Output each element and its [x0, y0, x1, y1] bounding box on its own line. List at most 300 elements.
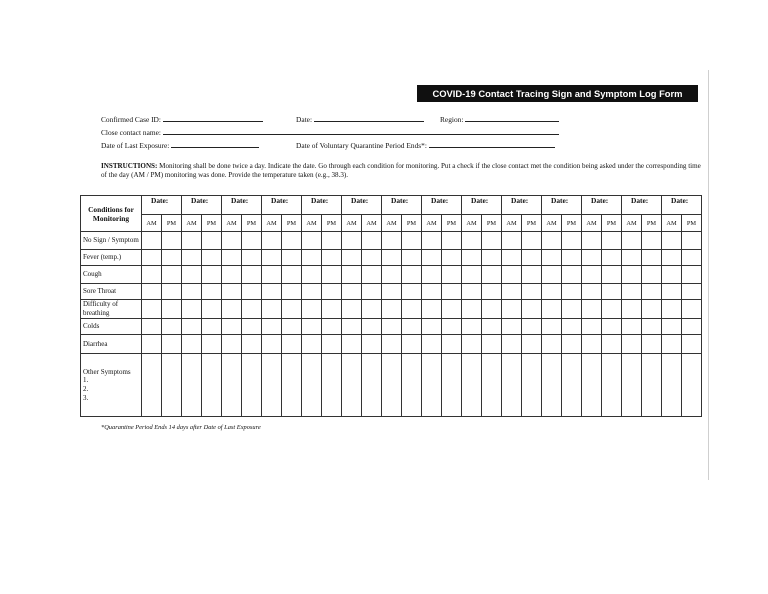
check-cell[interactable] — [262, 335, 282, 354]
check-cell[interactable] — [162, 250, 182, 266]
check-cell[interactable] — [342, 319, 362, 335]
check-cell[interactable] — [602, 354, 622, 417]
confirmed-case-id-blank[interactable] — [163, 114, 263, 122]
check-cell[interactable] — [442, 335, 462, 354]
check-cell[interactable] — [242, 266, 262, 284]
date-header-2[interactable]: Date: — [182, 196, 222, 215]
ampm-header-22: PM — [562, 215, 582, 232]
check-cell[interactable] — [402, 250, 422, 266]
check-cell[interactable] — [502, 319, 522, 335]
check-cell[interactable] — [682, 335, 702, 354]
condition-label: Other Symptoms 1. 2. 3. — [81, 354, 142, 417]
check-cell[interactable] — [422, 284, 442, 300]
check-cell[interactable] — [262, 319, 282, 335]
check-cell[interactable] — [342, 266, 362, 284]
check-cell[interactable] — [322, 284, 342, 300]
check-cell[interactable] — [362, 354, 382, 417]
check-cell[interactable] — [182, 232, 202, 250]
check-cell[interactable] — [482, 250, 502, 266]
check-cell[interactable] — [602, 300, 622, 319]
check-cell[interactable] — [662, 250, 682, 266]
check-cell[interactable] — [262, 284, 282, 300]
check-cell[interactable] — [242, 250, 262, 266]
date-header-9[interactable]: Date: — [462, 196, 502, 215]
check-cell[interactable] — [262, 232, 282, 250]
check-cell[interactable] — [442, 284, 462, 300]
date-last-exposure-label: Date of Last Exposure: — [101, 141, 170, 150]
check-cell[interactable] — [682, 266, 702, 284]
check-cell[interactable] — [442, 354, 462, 417]
check-cell[interactable] — [242, 319, 262, 335]
check-cell[interactable] — [462, 335, 482, 354]
check-cell[interactable] — [522, 250, 542, 266]
check-cell[interactable] — [182, 250, 202, 266]
check-cell[interactable] — [462, 354, 482, 417]
check-cell[interactable] — [142, 266, 162, 284]
check-cell[interactable] — [562, 300, 582, 319]
table-row — [81, 335, 702, 354]
check-cell[interactable] — [622, 319, 642, 335]
check-cell[interactable] — [642, 266, 662, 284]
check-cell[interactable] — [242, 354, 262, 417]
check-cell[interactable] — [642, 354, 662, 417]
check-cell[interactable] — [642, 232, 662, 250]
check-cell[interactable] — [302, 319, 322, 335]
check-cell[interactable] — [422, 250, 442, 266]
date-header-14[interactable]: Date: — [662, 196, 702, 215]
check-cell[interactable] — [682, 250, 702, 266]
check-cell[interactable] — [142, 335, 162, 354]
instructions-label: INSTRUCTIONS: — [101, 162, 158, 170]
check-cell[interactable] — [342, 232, 362, 250]
check-cell[interactable] — [162, 284, 182, 300]
ampm-header-11: AM — [342, 215, 362, 232]
check-cell[interactable] — [262, 300, 282, 319]
check-cell[interactable] — [482, 266, 502, 284]
check-cell[interactable] — [142, 354, 162, 417]
check-cell[interactable] — [602, 319, 622, 335]
ampm-header-12: AM — [362, 215, 382, 232]
ampm-header-25: AM — [622, 215, 642, 232]
check-cell[interactable] — [502, 300, 522, 319]
check-cell[interactable] — [542, 300, 562, 319]
check-cell[interactable] — [542, 250, 562, 266]
table-row — [81, 250, 702, 266]
check-cell[interactable] — [182, 266, 202, 284]
check-cell[interactable] — [282, 319, 302, 335]
check-cell[interactable] — [662, 232, 682, 250]
check-cell[interactable] — [422, 319, 442, 335]
check-cell[interactable] — [442, 319, 462, 335]
check-cell[interactable] — [422, 300, 442, 319]
check-cell[interactable] — [282, 266, 302, 284]
instructions-text: Monitoring shall be done twice a day. Indicate the date. Go through each condition for monitoring. Put a check if the close contact met the condition being asked under the corresponding time of the day (AM / PM) monitoring was done. Provide the temperature taken (e.g., 38.3). — [101, 162, 701, 180]
ampm-header-27: AM — [662, 215, 682, 232]
ampm-header-5: AM — [222, 215, 242, 232]
check-cell[interactable] — [582, 335, 602, 354]
check-cell[interactable] — [482, 232, 502, 250]
check-cell[interactable] — [662, 300, 682, 319]
check-cell[interactable] — [502, 266, 522, 284]
check-cell[interactable] — [522, 232, 542, 250]
ampm-header-14: PM — [402, 215, 422, 232]
check-cell[interactable] — [142, 319, 162, 335]
check-cell[interactable] — [382, 232, 402, 250]
check-cell[interactable] — [342, 250, 362, 266]
check-cell[interactable] — [462, 319, 482, 335]
check-cell[interactable] — [282, 232, 302, 250]
check-cell[interactable] — [522, 335, 542, 354]
check-cell[interactable] — [582, 300, 602, 319]
ampm-header-19: AM — [502, 215, 522, 232]
check-cell[interactable] — [322, 266, 342, 284]
check-cell[interactable] — [462, 250, 482, 266]
check-cell[interactable] — [322, 319, 342, 335]
check-cell[interactable] — [622, 232, 642, 250]
check-cell[interactable] — [242, 284, 262, 300]
check-cell[interactable] — [622, 300, 642, 319]
check-cell[interactable] — [482, 354, 502, 417]
check-cell[interactable] — [562, 266, 582, 284]
date-last-exposure-blank[interactable] — [171, 140, 259, 148]
check-cell[interactable] — [562, 232, 582, 250]
check-cell[interactable] — [402, 300, 422, 319]
date-header-4[interactable]: Date: — [262, 196, 302, 215]
ampm-header-13: AM — [382, 215, 402, 232]
check-cell[interactable] — [222, 266, 242, 284]
check-cell[interactable] — [642, 284, 662, 300]
check-cell[interactable] — [422, 335, 442, 354]
check-cell[interactable] — [422, 266, 442, 284]
check-cell[interactable] — [582, 250, 602, 266]
quarantine-end-blank[interactable] — [429, 140, 555, 148]
check-cell[interactable] — [182, 354, 202, 417]
date-blank[interactable] — [314, 114, 424, 122]
check-cell[interactable] — [402, 284, 422, 300]
check-cell[interactable] — [682, 232, 702, 250]
check-cell[interactable] — [182, 319, 202, 335]
check-cell[interactable] — [542, 232, 562, 250]
check-cell[interactable] — [462, 266, 482, 284]
check-cell[interactable] — [202, 284, 222, 300]
check-cell[interactable] — [182, 335, 202, 354]
footnote: *Quarantine Period Ends 14 days after Date of Last Exposure — [101, 424, 261, 431]
check-cell[interactable] — [562, 335, 582, 354]
check-cell[interactable] — [522, 300, 542, 319]
check-cell[interactable] — [362, 319, 382, 335]
check-cell[interactable] — [462, 232, 482, 250]
check-cell[interactable] — [642, 319, 662, 335]
check-cell[interactable] — [642, 300, 662, 319]
check-cell[interactable] — [182, 284, 202, 300]
ampm-header-1: AM — [142, 215, 162, 232]
check-cell[interactable] — [242, 335, 262, 354]
check-cell[interactable] — [602, 266, 622, 284]
check-cell[interactable] — [202, 232, 222, 250]
check-cell[interactable] — [662, 335, 682, 354]
check-cell[interactable] — [222, 319, 242, 335]
check-cell[interactable] — [382, 266, 402, 284]
check-cell[interactable] — [402, 266, 422, 284]
ampm-header-23: AM — [582, 215, 602, 232]
check-cell[interactable] — [142, 284, 162, 300]
form-title-banner: COVID-19 Contact Tracing Sign and Symptom Log Form — [417, 85, 698, 102]
check-cell[interactable] — [562, 354, 582, 417]
check-cell[interactable] — [302, 250, 322, 266]
confirmed-case-id-label: Confirmed Case ID: — [101, 115, 161, 124]
condition-label: Cough — [81, 266, 142, 284]
check-cell[interactable] — [562, 250, 582, 266]
check-cell[interactable] — [582, 232, 602, 250]
check-cell[interactable] — [242, 232, 262, 250]
check-cell[interactable] — [682, 284, 702, 300]
check-cell[interactable] — [522, 354, 542, 417]
check-cell[interactable] — [302, 300, 322, 319]
ampm-header-28: PM — [682, 215, 702, 232]
date-header-13[interactable]: Date: — [622, 196, 662, 215]
date-header-7[interactable]: Date: — [382, 196, 422, 215]
ampm-header-16: PM — [442, 215, 462, 232]
check-cell[interactable] — [602, 232, 622, 250]
check-cell[interactable] — [542, 284, 562, 300]
check-cell[interactable] — [382, 250, 402, 266]
check-cell[interactable] — [582, 354, 602, 417]
check-cell[interactable] — [642, 250, 662, 266]
ampm-header-24: PM — [602, 215, 622, 232]
check-cell[interactable] — [562, 319, 582, 335]
ampm-header-4: PM — [202, 215, 222, 232]
check-cell[interactable] — [362, 300, 382, 319]
check-cell[interactable] — [262, 354, 282, 417]
check-cell[interactable] — [262, 250, 282, 266]
check-cell[interactable] — [202, 354, 222, 417]
check-cell[interactable] — [222, 284, 242, 300]
check-cell[interactable] — [342, 335, 362, 354]
check-cell[interactable] — [502, 354, 522, 417]
region-blank[interactable] — [465, 114, 559, 122]
check-cell[interactable] — [282, 250, 302, 266]
check-cell[interactable] — [322, 354, 342, 417]
check-cell[interactable] — [262, 266, 282, 284]
confirmed-case-id-field[interactable] — [101, 114, 263, 125]
check-cell[interactable] — [402, 354, 422, 417]
table-row — [81, 232, 702, 250]
check-cell[interactable] — [482, 284, 502, 300]
check-cell[interactable] — [422, 232, 442, 250]
check-cell[interactable] — [482, 335, 502, 354]
ampm-header-21: AM — [542, 215, 562, 232]
check-cell[interactable] — [222, 232, 242, 250]
check-cell[interactable] — [162, 319, 182, 335]
ampm-header-17: AM — [462, 215, 482, 232]
check-cell[interactable] — [142, 232, 162, 250]
check-cell[interactable] — [162, 266, 182, 284]
check-cell[interactable] — [562, 284, 582, 300]
check-cell[interactable] — [142, 300, 162, 319]
check-cell[interactable] — [682, 300, 702, 319]
check-cell[interactable] — [162, 354, 182, 417]
table-row — [81, 284, 702, 300]
date-field[interactable] — [296, 114, 424, 125]
check-cell[interactable] — [502, 335, 522, 354]
check-cell[interactable] — [602, 284, 622, 300]
check-cell[interactable] — [602, 250, 622, 266]
check-cell[interactable] — [522, 266, 542, 284]
check-cell[interactable] — [322, 300, 342, 319]
check-cell[interactable] — [222, 250, 242, 266]
close-contact-name-label: Close contact name: — [101, 128, 161, 137]
date-header-5[interactable]: Date: — [302, 196, 342, 215]
check-cell[interactable] — [342, 284, 362, 300]
close-contact-name-field[interactable] — [101, 127, 559, 138]
check-cell[interactable] — [362, 232, 382, 250]
check-cell[interactable] — [442, 232, 462, 250]
check-cell[interactable] — [662, 266, 682, 284]
check-cell[interactable] — [542, 335, 562, 354]
check-cell[interactable] — [542, 266, 562, 284]
check-cell[interactable] — [402, 335, 422, 354]
date-header-3[interactable]: Date: — [222, 196, 262, 215]
ampm-header-2: PM — [162, 215, 182, 232]
check-cell[interactable] — [522, 284, 542, 300]
check-cell[interactable] — [582, 319, 602, 335]
check-cell[interactable] — [282, 300, 302, 319]
check-cell[interactable] — [502, 232, 522, 250]
check-cell[interactable] — [542, 354, 562, 417]
check-cell[interactable] — [602, 335, 622, 354]
check-cell[interactable] — [282, 335, 302, 354]
check-cell[interactable] — [322, 335, 342, 354]
check-cell[interactable] — [242, 300, 262, 319]
check-cell[interactable] — [622, 284, 642, 300]
check-cell[interactable] — [302, 335, 322, 354]
check-cell[interactable] — [362, 250, 382, 266]
check-cell[interactable] — [222, 335, 242, 354]
check-cell[interactable] — [662, 319, 682, 335]
check-cell[interactable] — [162, 232, 182, 250]
date-last-exposure-field[interactable] — [101, 140, 259, 151]
condition-label: Sore Throat — [81, 284, 142, 300]
ampm-header-15: AM — [422, 215, 442, 232]
check-cell[interactable] — [382, 300, 402, 319]
check-cell[interactable] — [322, 232, 342, 250]
check-cell[interactable] — [202, 319, 222, 335]
check-cell[interactable] — [642, 335, 662, 354]
check-cell[interactable] — [442, 250, 462, 266]
check-cell[interactable] — [362, 335, 382, 354]
check-cell[interactable] — [362, 284, 382, 300]
check-cell[interactable] — [502, 250, 522, 266]
check-cell[interactable] — [582, 284, 602, 300]
check-cell[interactable] — [662, 354, 682, 417]
date-header-12[interactable]: Date: — [582, 196, 622, 215]
check-cell[interactable] — [622, 250, 642, 266]
check-cell[interactable] — [582, 266, 602, 284]
check-cell[interactable] — [182, 300, 202, 319]
table-row — [81, 354, 702, 417]
check-cell[interactable] — [682, 319, 702, 335]
check-cell[interactable] — [462, 300, 482, 319]
check-cell[interactable] — [222, 354, 242, 417]
check-cell[interactable] — [342, 300, 362, 319]
ampm-header-10: PM — [322, 215, 342, 232]
table-row — [81, 266, 702, 284]
check-cell[interactable] — [302, 232, 322, 250]
check-cell[interactable] — [462, 284, 482, 300]
ampm-header-6: PM — [242, 215, 262, 232]
check-cell[interactable] — [342, 354, 362, 417]
check-cell[interactable] — [402, 232, 422, 250]
check-cell[interactable] — [542, 319, 562, 335]
check-cell[interactable] — [142, 250, 162, 266]
check-cell[interactable] — [442, 300, 462, 319]
condition-label: Diarrhea — [81, 335, 142, 354]
check-cell[interactable] — [382, 319, 402, 335]
check-cell[interactable] — [482, 319, 502, 335]
check-cell[interactable] — [402, 319, 422, 335]
date-label: Date: — [296, 115, 313, 124]
check-cell[interactable] — [422, 354, 442, 417]
check-cell[interactable] — [162, 300, 182, 319]
check-cell[interactable] — [282, 354, 302, 417]
check-cell[interactable] — [202, 266, 222, 284]
check-cell[interactable] — [382, 335, 402, 354]
check-cell[interactable] — [622, 266, 642, 284]
quarantine-end-label: Date of Voluntary Quarantine Period Ends*: — [296, 141, 427, 150]
ampm-header-7: AM — [262, 215, 282, 232]
close-contact-name-blank[interactable] — [163, 127, 559, 135]
date-header-6[interactable]: Date: — [342, 196, 382, 215]
region-label: Region: — [440, 115, 464, 124]
date-header-1[interactable]: Date: — [142, 196, 182, 215]
check-cell[interactable] — [442, 266, 462, 284]
ampm-header-26: PM — [642, 215, 662, 232]
check-cell[interactable] — [482, 300, 502, 319]
check-cell[interactable] — [282, 284, 302, 300]
check-cell[interactable] — [302, 266, 322, 284]
check-cell[interactable] — [382, 284, 402, 300]
date-header-10[interactable]: Date: — [502, 196, 542, 215]
check-cell[interactable] — [302, 354, 322, 417]
check-cell[interactable] — [202, 250, 222, 266]
date-header-8[interactable]: Date: — [422, 196, 462, 215]
ampm-header-9: AM — [302, 215, 322, 232]
quarantine-end-field[interactable] — [296, 140, 555, 151]
check-cell[interactable] — [222, 300, 242, 319]
ampm-header-3: AM — [182, 215, 202, 232]
check-cell[interactable] — [622, 354, 642, 417]
check-cell[interactable] — [362, 266, 382, 284]
check-cell[interactable] — [322, 250, 342, 266]
check-cell[interactable] — [202, 335, 222, 354]
check-cell[interactable] — [662, 284, 682, 300]
ampm-header-18: PM — [482, 215, 502, 232]
check-cell[interactable] — [162, 335, 182, 354]
condition-label: Fever (temp.) — [81, 250, 142, 266]
check-cell[interactable] — [522, 319, 542, 335]
check-cell[interactable] — [502, 284, 522, 300]
check-cell[interactable] — [302, 284, 322, 300]
condition-label: Colds — [81, 319, 142, 335]
date-header-11[interactable]: Date: — [542, 196, 582, 215]
region-field[interactable] — [440, 114, 559, 125]
check-cell[interactable] — [202, 300, 222, 319]
check-cell[interactable] — [382, 354, 402, 417]
check-cell[interactable] — [682, 354, 702, 417]
symptom-log-table — [80, 195, 702, 417]
ampm-header-8: PM — [282, 215, 302, 232]
check-cell[interactable] — [622, 335, 642, 354]
